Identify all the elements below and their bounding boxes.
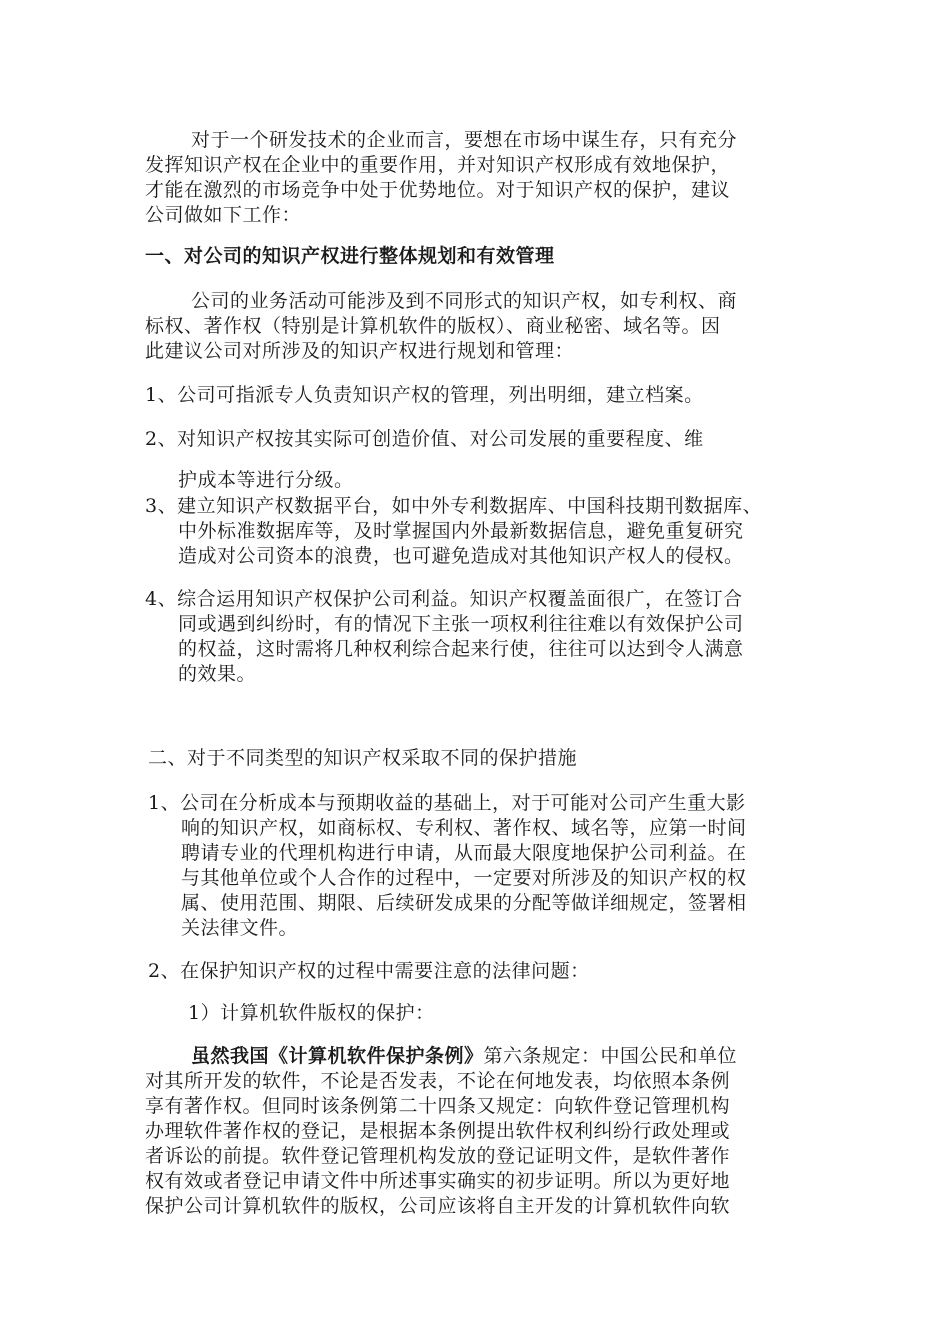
section2-para-line: 享有著作权。但同时该条例第二十四条又规定：向软件登记管理机构 bbox=[145, 1095, 731, 1117]
section1-item-3: 3、建立知识产权数据平台，如中外专利数据库、中国科技期刊数据库、 bbox=[145, 495, 763, 517]
intro-line: 发挥知识产权在企业中的重要作用，并对知识产权形成有效地保护， bbox=[145, 154, 731, 176]
section1-para-line: 标权、著作权（特别是计算机软件的版权）、商业秘密、域名等。因 bbox=[145, 315, 721, 337]
section2-para-line: 者诉讼的前提。软件登记管理机构发放的登记证明文件，是软件著作 bbox=[145, 1145, 731, 1167]
section2-para-text: 第六条规定：中国公民和单位 bbox=[483, 1045, 738, 1067]
section2-para-line: 权有效或者登记申请文件中所述事实确实的初步证明。所以为更好地 bbox=[145, 1170, 731, 1192]
section1-item-4-cont: 的权益，这时需将几种权利综合起来行使，往往可以达到令人满意 bbox=[178, 638, 744, 660]
section2-item-1-cont: 与其他单位或个人合作的过程中，一定要对所涉及的知识产权的权 bbox=[181, 867, 747, 889]
section2-para-line: 对其所开发的软件，不论是否发表，不论在何地发表，均依照本条例 bbox=[145, 1070, 731, 1092]
intro-line: 公司做如下工作： bbox=[145, 204, 302, 226]
section2-sub-1: 1）计算机软件版权的保护： bbox=[188, 1002, 435, 1024]
section2-para-line bbox=[191, 1044, 737, 1068]
section1-item-4-cont: 同或遇到纠纷时，有的情况下主张一项权利往往难以有效保护公司 bbox=[178, 613, 744, 635]
section2-item-1-cont: 关法律文件。 bbox=[181, 917, 299, 939]
section2-item-1-cont: 聘请专业的代理机构进行申请，从而最大限度地保护公司利益。在 bbox=[181, 842, 747, 864]
section1-para-line: 此建议公司对所涉及的知识产权进行规划和管理： bbox=[145, 340, 575, 362]
intro-line: 对于一个研发技术的企业而言，要想在市场中谋生存，只有充分 bbox=[191, 129, 738, 151]
section2-item-1-cont: 属、使用范围、期限、后续研发成果的分配等做详细规定，签署相 bbox=[181, 892, 747, 914]
section2-item-2: 2、在保护知识产权的过程中需要注意的法律问题： bbox=[148, 960, 590, 982]
section1-item-2-cont: 护成本等进行分级。 bbox=[178, 469, 354, 491]
section1-para-line: 公司的业务活动可能涉及到不同形式的知识产权，如专利权、商 bbox=[191, 290, 738, 312]
section1-item-3-cont: 造成对公司资本的浪费，也可避免造成对其他知识产权人的侵权。 bbox=[178, 545, 744, 567]
section2-para-line: 办理软件著作权的登记，是根据本条例提出软件权利纠纷行政处理或 bbox=[145, 1120, 731, 1142]
section1-item-4-cont: 的效果。 bbox=[178, 663, 257, 685]
section1-item-4: 4、综合运用知识产权保护公司利益。知识产权覆盖面很广，在签订合 bbox=[145, 588, 743, 610]
statute-title: 虽然我国《计算机软件保护条例》 bbox=[191, 1045, 484, 1067]
section1-item-2: 2、对知识产权按其实际可创造价值、对公司发展的重要程度、维 bbox=[145, 428, 704, 450]
section1-item-3-cont: 中外标准数据库等，及时掌握国内外最新数据信息，避免重复研究 bbox=[178, 520, 744, 542]
section2-para-line: 保护公司计算机软件的版权，公司应该将自主开发的计算机软件向软 bbox=[145, 1195, 731, 1217]
section2-heading: 二、对于不同类型的知识产权采取不同的保护措施 bbox=[148, 747, 578, 769]
section2-item-1-cont: 响的知识产权，如商标权、专利权、著作权、域名等，应第一时间 bbox=[181, 817, 747, 839]
section2-item-1: 1、公司在分析成本与预期收益的基础上，对于可能对公司产生重大影 bbox=[148, 792, 746, 814]
section1-item-1: 1、公司可指派专人负责知识产权的管理，列出明细，建立档案。 bbox=[145, 384, 704, 406]
intro-line: 才能在激烈的市场竞争中处于优势地位。对于知识产权的保护，建议 bbox=[145, 179, 731, 201]
section1-heading: 一、对公司的知识产权进行整体规划和有效管理 bbox=[145, 245, 555, 267]
